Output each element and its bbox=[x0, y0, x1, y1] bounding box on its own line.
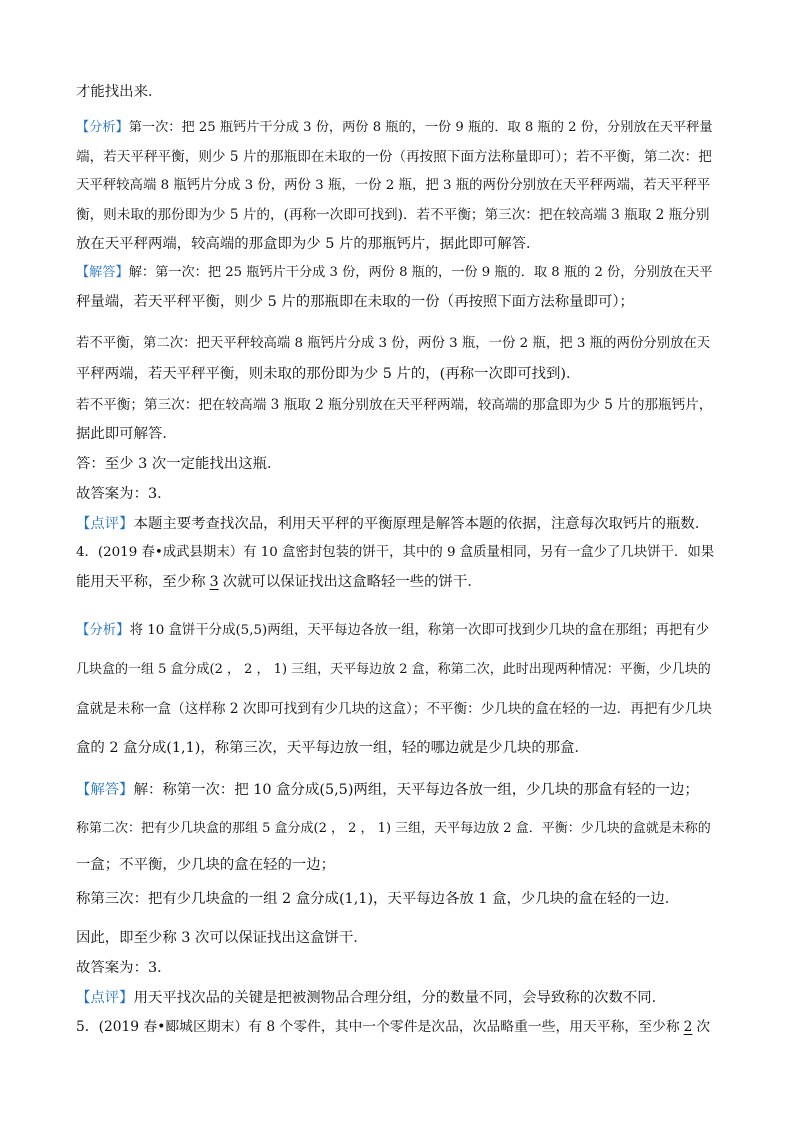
text-line: 盒就是未称一盒（这样称 2 次即可找到有少几块的这盒）；不平衡：少几块的盒在轻的一边．再把有少几块 bbox=[76, 701, 712, 717]
comment-tag: 【点评】 bbox=[76, 990, 134, 1006]
text-line: 因此，即至少称 3 次可以保证找出这盒饼干． bbox=[76, 930, 368, 946]
question-4: 4．(2019 春•成武县期末）有 10 盒密封包装的饼干，其中的 9 盒质量相同，另有一盒少了几块饼干．如果 bbox=[76, 545, 715, 560]
text-line: 盒的 2 盒分成(1,1)，称第三次，天平每边放一组，轻的哪边就是少几块的那盒． bbox=[76, 740, 589, 756]
analysis-line: 【分析】将 10 盒饼干分成(5,5)两组，天平每边各放一组，称第一次即可找到少几块的盒在那组；再把有少 bbox=[76, 623, 710, 638]
text-line: 几块盒的一组 5 盒分成(2 ， 2 ， 1) 三组，天平每边放 2 盒，称第二次，此时出现两种情况：平衡，少几块的 bbox=[76, 662, 711, 677]
solution-tag: 【解答】 bbox=[76, 265, 129, 280]
text-line: 平秤两端，若天平秤平衡，则未取的那份即为少 5 片的，(再称一次即可找到)． bbox=[76, 366, 581, 382]
text-line: 端，若天平秤平衡，则少 5 片的那瓶即在未取的一份（再按照下面方法称量即可）；若不平衡，第二次：把 bbox=[76, 149, 712, 165]
analysis-line: 【分析】第一次：把 25 瓶钙片干分成 3 份，两份 8 瓶的，一份 9 瓶的．取 8 瓶的 2 份，分别放在天平秤量 bbox=[76, 120, 713, 135]
text-line: 衡，则未取的那份即为少 5 片的，(再称一次即可找到)．若不平衡；第三次：把在较高端 3 瓶取 2 瓶分别 bbox=[76, 207, 710, 223]
answer-blank: 3 bbox=[209, 574, 219, 590]
text-line: 据此即可解答． bbox=[76, 426, 177, 442]
question-4-blank-line: 能用天平称，至少称 3 次就可以保证找出这盒略轻一些的饼干． bbox=[76, 574, 482, 590]
comment-line: 【点评】本题主要考查找次品，利用天平秤的平衡原理是解答本题的依据，注意每次取钙片的瓶数． bbox=[76, 516, 710, 532]
answer-line: 故答案为：3． bbox=[76, 960, 172, 976]
text-line: 天平秤较高端 8 瓶钙片分成 3 份，两份 3 瓶，一份 2 瓶，把 3 瓶的两份分别放在天平秤两端，若天平秤平 bbox=[76, 178, 711, 193]
solution-tag: 【解答】 bbox=[76, 782, 134, 798]
text-line: 若不平衡；第三次：把在较高端 3 瓶取 2 瓶分别放在天平秤两端，较高端的那盒即为少 5 片的那瓶钙片， bbox=[76, 397, 713, 413]
answer-blank: 2 bbox=[683, 1019, 693, 1035]
answer-line: 答：至少 3 次一定能找出这瓶． bbox=[76, 456, 282, 472]
analysis-tag: 【分析】 bbox=[76, 623, 130, 638]
text-line: 若不平衡，第二次：把天平秤较高端 8 瓶钙片分成 3 份，两份 3 瓶，一份 2 瓶，把 3 瓶的两份分别放在天 bbox=[76, 336, 711, 351]
solution-line: 【解答】解：称第一次：把 10 盒分成(5,5)两组，天平每边各放一组，少几块的那盒有轻的一边； bbox=[76, 782, 699, 798]
text-line: 称第三次：把有少几块盒的一组 2 盒分成(1,1)，天平每边各放 1 盒，少几块的盒在轻的一边． bbox=[76, 891, 680, 907]
text-line: 秤量端，若天平秤平衡，则少 5 片的那瓶即在未取的一份（再按照下面方法称量即可）； bbox=[76, 294, 634, 310]
analysis-tag: 【分析】 bbox=[76, 120, 129, 135]
text-line: 放在天平秤两端，较高端的那盒即为少 5 片的那瓶钙片，据此即可解答． bbox=[76, 236, 541, 252]
comment-line: 【点评】用天平找次品的关键是把被测物品合理分组，分的数量不同，会导致称的次数不同． bbox=[76, 990, 667, 1006]
text-line: 才能找出来． bbox=[76, 84, 163, 100]
text-line: 一盒；不平衡，少几块的盒在轻的一边； bbox=[76, 857, 336, 873]
comment-tag: 【点评】 bbox=[76, 516, 134, 532]
answer-line: 故答案为：3． bbox=[76, 486, 172, 502]
text-line: 称第二次：把有少几块盒的那组 5 盒分成(2 ， 2 ， 1) 三组，天平每边放 2 盒．平衡：少几块的盒就是未称的 bbox=[76, 821, 711, 836]
solution-line: 【解答】解：第一次：把 25 瓶钙片干分成 3 份，两份 8 瓶的，一份 9 瓶的．取 8 瓶的 2 份，分别放在天平 bbox=[76, 265, 713, 280]
question-5: 5．(2019 春•郾城区期末）有 8 个零件，其中一个零件是次品，次品略重一些，用天平称，至少称 2 次 bbox=[76, 1019, 711, 1035]
